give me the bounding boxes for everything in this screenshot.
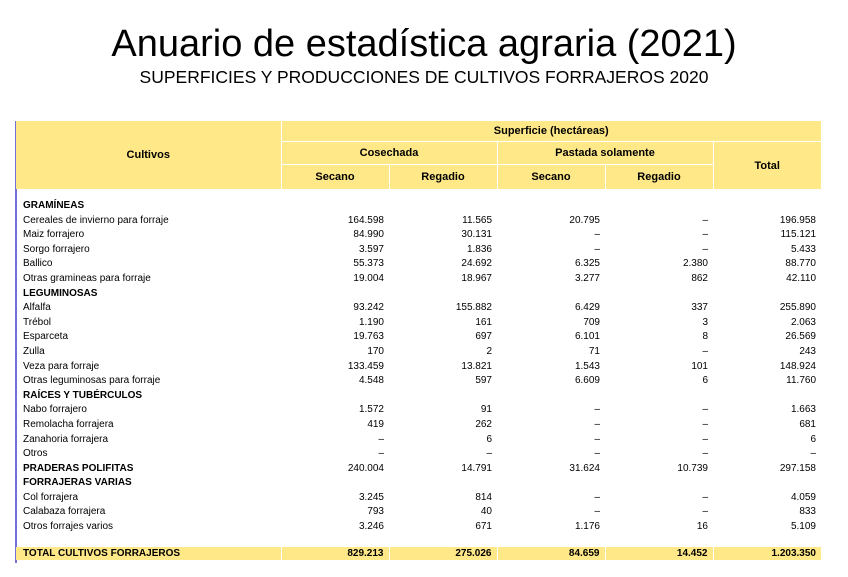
cosechada-secano-cell: 19.763 [353, 331, 384, 343]
cosechada-regadio-cell: 11.565 [462, 214, 492, 226]
total-cell: 5.109 [790, 521, 816, 533]
crop-name: Otros forrajes varios [23, 521, 114, 533]
pastada-regadio-cell: – [702, 448, 708, 460]
crop-name: Otras gramineas para forraje [23, 272, 151, 284]
total-cell: 11.760 [786, 375, 816, 387]
cosechada-secano-cell: 93.242 [353, 302, 384, 314]
table-row [16, 433, 821, 448]
cosechada-secano-cell: 164.598 [347, 214, 384, 226]
total-cell: 6 [810, 433, 816, 445]
cosechada-regadio-cell: 18.967 [461, 272, 492, 284]
pastada-regadio-cell: 101 [691, 360, 708, 372]
crop-name: Cereales de invierno para forraje [23, 214, 169, 226]
header-superficie: Superficie (hectáreas) [281, 121, 821, 142]
crop-name: RAÍCES Y TUBÉRCULOS [23, 389, 143, 401]
pastada-secano-cell: 84.659 [497, 547, 605, 560]
pastada-secano-cell [497, 199, 605, 214]
pastada-secano-cell: – [594, 243, 600, 255]
cosechada-regadio-cell: 13.821 [461, 360, 492, 372]
cosechada-secano-cell: 3.245 [358, 491, 384, 503]
crop-name: TOTAL CULTIVOS FORRAJEROS [16, 547, 281, 560]
section-row [16, 476, 821, 491]
total-cell [713, 476, 821, 491]
total-cell: 148.924 [779, 360, 816, 372]
cosechada-regadio-cell: 30.131 [461, 229, 492, 241]
table-row [16, 505, 821, 520]
crop-name: Remolacha forrajera [23, 418, 114, 430]
pastada-regadio-cell: 6 [702, 375, 708, 387]
cosechada-secano-cell [281, 287, 389, 302]
table-row [16, 345, 821, 360]
pastada-regadio-cell: 3 [702, 316, 708, 328]
table-row [16, 491, 821, 506]
pastada-regadio-cell: 8 [702, 331, 708, 343]
cosechada-secano-cell: 419 [367, 418, 384, 430]
pastada-secano-cell: 31.624 [569, 462, 600, 474]
pastada-secano-cell: 3.277 [574, 272, 600, 284]
total-cell: 243 [799, 345, 816, 357]
pastada-regadio-cell: – [702, 345, 708, 357]
cosechada-regadio-cell: 814 [475, 491, 492, 503]
pastada-secano-cell: 71 [588, 345, 600, 357]
crop-name: Veza para forraje [23, 360, 100, 372]
cosechada-secano-cell: 170 [367, 345, 384, 357]
crop-name: Zanahoria forrajera [23, 433, 109, 445]
cosechada-regadio-cell: 24.692 [461, 258, 492, 270]
cosechada-regadio-cell: 275.026 [389, 547, 497, 560]
table-row [16, 272, 821, 287]
cosechada-regadio-cell [389, 199, 497, 214]
total-cell: 681 [799, 418, 816, 430]
crop-name: Maiz forrajero [23, 229, 85, 241]
header-pastada-secano: Secano [497, 165, 605, 190]
table-row [16, 374, 821, 389]
cosechada-regadio-cell: 697 [475, 331, 492, 343]
header-cultivos: Cultivos [16, 121, 281, 189]
total-cell: 297.158 [779, 462, 816, 474]
cosechada-regadio-cell [389, 476, 497, 491]
pastada-secano-cell [497, 476, 605, 491]
pastada-regadio-cell: – [702, 418, 708, 430]
cosechada-secano-cell: 84.990 [353, 229, 384, 241]
pastada-regadio-cell: – [702, 214, 708, 226]
cosechada-secano-cell: 829.213 [281, 547, 389, 560]
cosechada-secano-cell: 19.004 [353, 272, 384, 284]
total-cell: 4.059 [790, 491, 816, 503]
total-cell: 2.063 [790, 316, 816, 328]
cosechada-regadio-cell: 14.791 [461, 462, 492, 474]
cosechada-secano-cell [281, 476, 389, 491]
pastada-regadio-cell: 2.380 [682, 258, 708, 270]
crop-name: Ballico [23, 258, 53, 270]
crop-name: LEGUMINOSAS [23, 287, 98, 299]
table-row [16, 257, 821, 272]
pastada-secano-cell [497, 287, 605, 302]
total-cell: 88.770 [785, 258, 816, 270]
pastada-regadio-cell: – [702, 404, 708, 416]
pastada-regadio-cell: 10.739 [677, 462, 708, 474]
crop-name: FORRAJERAS VARIAS [23, 477, 132, 489]
total-cell: 26.569 [785, 331, 816, 343]
cosechada-regadio-cell [389, 287, 497, 302]
pastada-regadio-cell [605, 199, 713, 214]
pastada-secano-cell: – [594, 404, 600, 416]
table-row [16, 243, 821, 258]
total-cell: 833 [799, 506, 816, 518]
table-row [16, 316, 821, 331]
cosechada-regadio-cell: – [486, 448, 492, 460]
crop-name: Nabo forrajero [23, 404, 87, 416]
pastada-secano-cell: 6.325 [574, 258, 600, 270]
pastada-regadio-cell: 16 [696, 521, 708, 533]
header-cosechada: Cosechada [281, 142, 497, 165]
forage-crops-table [16, 121, 821, 560]
total-cell: 5.433 [790, 243, 816, 255]
total-cell: 1.203.350 [713, 547, 821, 560]
pastada-secano-cell: – [594, 229, 600, 241]
section-row [16, 199, 821, 214]
crop-name: GRAMÍNEAS [23, 200, 85, 211]
header-pastada-regadio: Regadio [605, 165, 713, 190]
total-cell: 115.121 [780, 229, 816, 241]
cosechada-regadio-cell: 155.882 [455, 302, 492, 314]
cosechada-secano-cell: 1.572 [358, 404, 384, 416]
cosechada-secano-cell: 1.190 [358, 316, 384, 328]
pastada-regadio-cell [605, 287, 713, 302]
table-row [16, 214, 821, 229]
header-cosechada-secano: Secano [281, 165, 389, 190]
pastada-secano-cell: 1.176 [574, 521, 600, 533]
section-row [16, 462, 821, 477]
total-cell [713, 199, 821, 214]
crop-name: Trébol [23, 316, 51, 328]
pastada-secano-cell [497, 389, 605, 404]
pastada-regadio-cell: – [702, 433, 708, 445]
cosechada-secano-cell [281, 199, 389, 214]
cosechada-secano-cell: 55.373 [353, 258, 384, 270]
cosechada-regadio-cell: 6 [486, 433, 492, 445]
cosechada-secano-cell: 240.004 [347, 462, 384, 474]
pastada-secano-cell: 709 [583, 316, 600, 328]
section-row [16, 287, 821, 302]
table-row [16, 360, 821, 375]
cosechada-regadio-cell: 40 [480, 506, 492, 518]
section-row [16, 389, 821, 404]
cosechada-secano-cell: – [378, 433, 384, 445]
table-row [16, 520, 821, 535]
pastada-regadio-cell [605, 389, 713, 404]
pastada-secano-cell: 20.795 [569, 214, 600, 226]
table-row [16, 418, 821, 433]
pastada-secano-cell: 6.429 [574, 302, 600, 314]
pastada-secano-cell: 6.609 [574, 375, 600, 387]
pastada-regadio-cell: – [702, 229, 708, 241]
total-row [16, 547, 821, 560]
cosechada-secano-cell: 4.548 [358, 375, 384, 387]
cosechada-regadio-cell: 597 [475, 375, 492, 387]
pastada-regadio-cell: – [702, 491, 708, 503]
cosechada-regadio-cell: 1.836 [466, 243, 492, 255]
crop-name: Esparceta [23, 331, 69, 343]
table-row [16, 403, 821, 418]
cosechada-regadio-cell: 161 [475, 316, 492, 328]
total-cell [713, 389, 821, 404]
table-row [16, 228, 821, 243]
pastada-secano-cell: – [594, 491, 600, 503]
cosechada-regadio-cell: 262 [475, 418, 492, 430]
crop-name: Alfalfa [23, 302, 51, 314]
pastada-secano-cell: – [594, 433, 600, 445]
cosechada-secano-cell: – [378, 448, 384, 460]
crop-name: Zulla [23, 345, 45, 357]
pastada-secano-cell: – [594, 448, 600, 460]
header-pastada: Pastada solamente [497, 142, 713, 165]
page-subtitle: SUPERFICIES Y PRODUCCIONES DE CULTIVOS FORRAJEROS 2020 [139, 67, 709, 87]
cosechada-secano-cell: 133.459 [347, 360, 384, 372]
pastada-regadio-cell: 862 [691, 272, 708, 284]
total-cell: 196.958 [779, 214, 816, 226]
pastada-secano-cell: – [594, 418, 600, 430]
crop-name: Otras leguminosas para forraje [23, 375, 161, 387]
pastada-regadio-cell: – [702, 506, 708, 518]
total-cell: 255.890 [779, 302, 816, 314]
total-cell [713, 287, 821, 302]
pastada-regadio-cell [605, 476, 713, 491]
cosechada-regadio-cell: 671 [475, 521, 492, 533]
header-total: Total [713, 142, 821, 190]
table-row [16, 301, 821, 316]
pastada-regadio-cell: 14.452 [605, 547, 713, 560]
total-cell: 42.110 [786, 272, 816, 284]
total-cell: 1.663 [790, 404, 816, 416]
cosechada-secano-cell: 793 [367, 506, 384, 518]
pastada-secano-cell: – [594, 506, 600, 518]
cosechada-regadio-cell: 2 [486, 345, 492, 357]
pastada-regadio-cell: 337 [691, 302, 708, 314]
cosechada-secano-cell: 3.597 [358, 243, 384, 255]
cosechada-secano-cell: 3.246 [358, 521, 384, 533]
header-cosechada-regadio: Regadio [389, 165, 497, 190]
crop-name: Calabaza forrajera [23, 506, 106, 518]
crop-name: Sorgo forrajero [23, 243, 90, 255]
crop-name: Col forrajera [23, 491, 79, 503]
pastada-secano-cell: 1.543 [574, 360, 600, 372]
pastada-regadio-cell: – [702, 243, 708, 255]
cosechada-regadio-cell [389, 389, 497, 404]
table-row [16, 330, 821, 345]
crop-name: Otros [23, 448, 48, 460]
crop-name: PRADERAS POLIFITAS [23, 462, 134, 474]
cosechada-regadio-cell: 91 [480, 404, 492, 416]
table-row [16, 447, 821, 462]
total-cell: – [810, 448, 816, 460]
cosechada-secano-cell [281, 389, 389, 404]
page-title: Anuario de estadística agraria (2021) [111, 23, 737, 65]
pastada-secano-cell: 6.101 [574, 331, 600, 343]
